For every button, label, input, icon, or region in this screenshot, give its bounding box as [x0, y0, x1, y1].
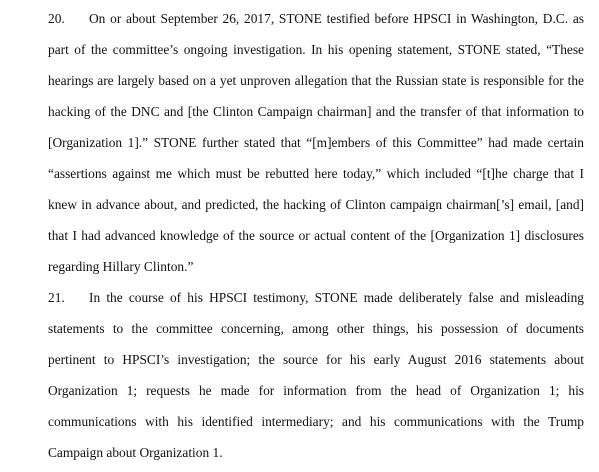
paragraph-20-line-4: hacking of the DNC and [the Clinton Campaign chairman] and the transfer of that information to [48, 104, 584, 119]
paragraph-21-text-1: In the course of his HPSCI testimony, STONE made deliberately false and misleading [89, 290, 584, 305]
paragraph-21-line-5: communications with his identified intermediary; and his communications with the Trump [48, 414, 584, 429]
paragraph-20-line-8: that I had advanced knowledge of the source or actual content of the [Organization 1] disclosures [48, 228, 584, 243]
paragraph-20-line-3: hearings are largely based on a yet unproven allegation that the Russian state is responsible for the [48, 73, 584, 88]
paragraph-number-20: 20. [48, 11, 65, 26]
paragraph-21-line-4: Organization 1; requests he made for information from the head of Organization 1; his [48, 383, 584, 398]
paragraph-21-line-3: pertinent to HPSCI’s investigation; the source for his early August 2016 statements about [48, 352, 584, 367]
paragraph-20-line-2: part of the committee’s ongoing investigation. In his opening statement, STONE stated, “These [48, 42, 584, 57]
paragraph-number-21: 21. [48, 290, 65, 305]
paragraph-20-line-1 [48, 10, 584, 28]
paragraph-21-line-6: Campaign about Organization 1. [48, 445, 223, 460]
paragraph-20-line-9: regarding Hillary Clinton.” [48, 259, 194, 274]
paragraph-20-text-1: On or about September 26, 2017, STONE testified before HPSCI in Washington, D.C. as [89, 11, 584, 26]
paragraph-20-line-6: “assertions against me which must be rebutted here today,” which included “[t]he charge that I [48, 166, 584, 181]
paragraph-21-line-1 [48, 289, 584, 307]
paragraph-21-line-2: statements to the committee concerning, among other things, his possession of documents [48, 321, 584, 336]
paragraph-20-line-5: [Organization 1].” STONE further stated that “[m]embers of this Committee” had made certain [48, 135, 584, 150]
paragraph-20-line-7: knew in advance about, and predicted, the hacking of Clinton campaign chairman[’s] email, [and] [48, 197, 584, 212]
